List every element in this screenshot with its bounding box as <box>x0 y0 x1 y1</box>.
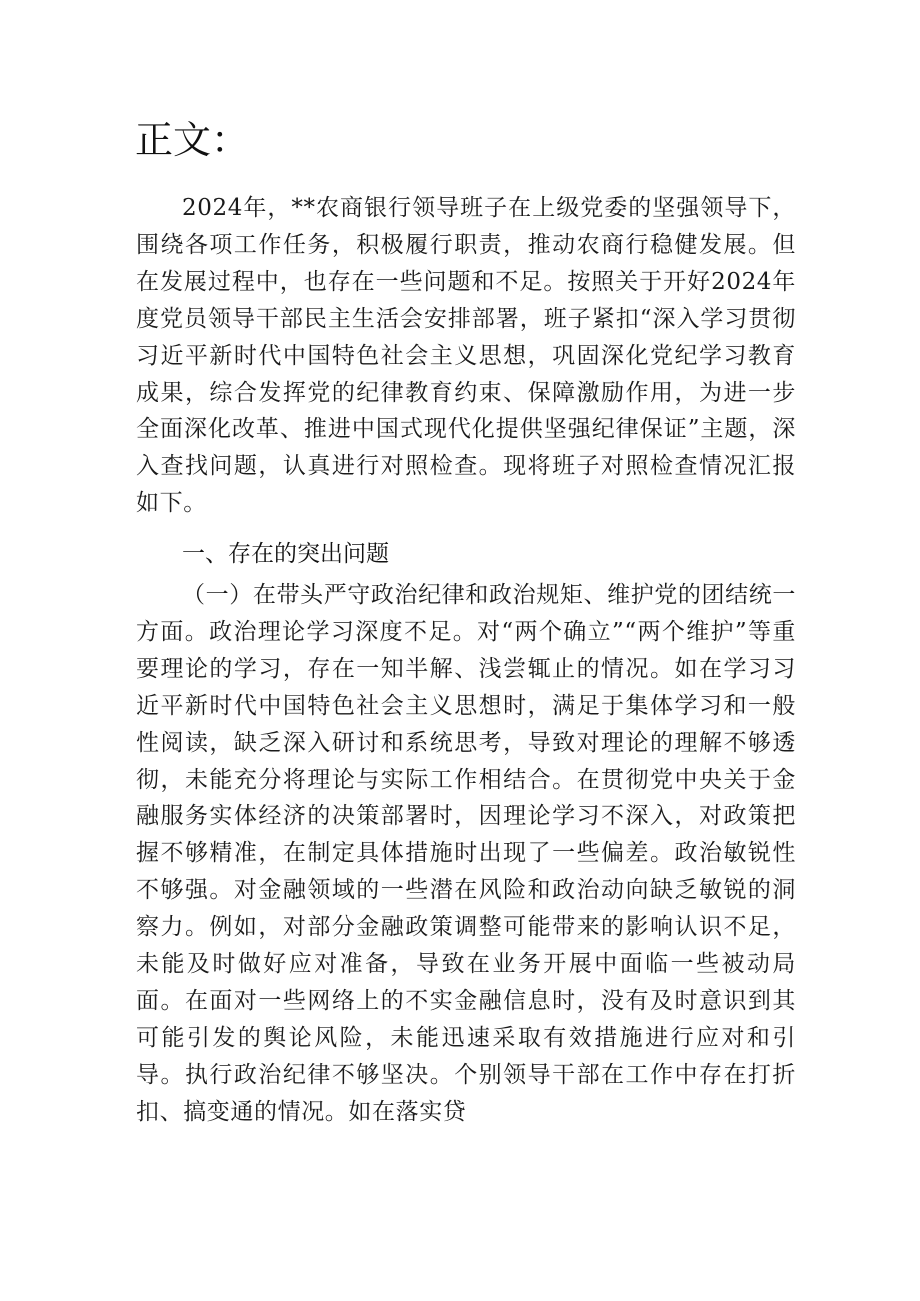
intro-paragraph: 2024年，**农商银行领导班子在上级党委的坚强领导下，围绕各项工作任务，积极履行职责，推动农商行稳健发展。但在发展过程中，也存在一些问题和不足。按照关于开好2024年度党员领导干部民主生活会安排部署，班子紧扣“深入学习贯彻习近平新时代中国特色社会主义思想，巩固深化党纪学习教育成果，综合发挥党的纪律教育约束、保障激励作用，为进一步全面深化改革、推进中国式现代化提供坚强纪律保证”主题，深入查找问题，认真进行对照检查。现将班子对照检查情况汇报如下。 <box>136 195 796 517</box>
section-heading: 一、存在的突出问题 <box>182 541 389 567</box>
section-paragraph: （一）在带头严守政治纪律和政治规矩、维护党的团结统一方面。政治理论学习深度不足。对“两个确立”“两个维护”等重要理论的学习，存在一知半解、浅尝辄止的情况。如在学习习近平新时代中国特色社会主义思想时，满足于集体学习和一般性阅读，缺乏深入研讨和系统思考，导致对理论的理解不够透彻，未能充分将理论与实际工作相结合。在贯彻党中央关于金融服务实体经济的决策部署时，因理论学习不深入，对政策把握不够精准，在制定具体措施时出现了一些偏差。政治敏锐性不够强。对金融领域的一些潜在风险和政治动向缺乏敏锐的洞察力。例如，对部分金融政策调整可能带来的影响认识不足，未能及时做好应对准备，导致在业务开展中面临一些被动局面。在面对一些网络上的不实金融信息时，没有及时意识到其可能引发的舆论风险，未能迅速采取有效措施进行应对和引导。执行政治纪律不够坚决。个别领导干部在工作中存在打折扣、搞变通的情况。如在落实贷 <box>136 582 796 1125</box>
document-title: 正文： <box>135 118 250 162</box>
